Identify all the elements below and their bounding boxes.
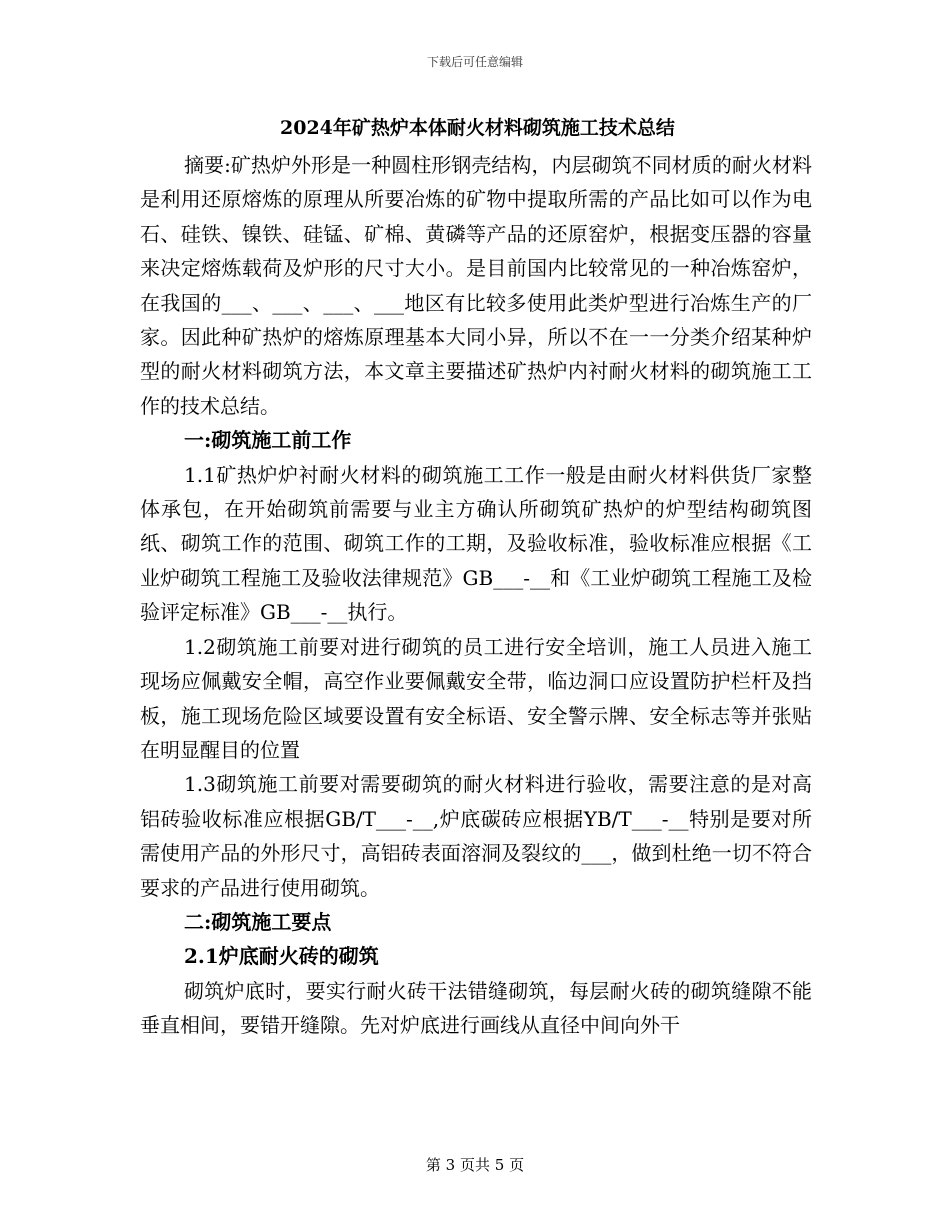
section-1-3-paragraph: 1.3砌筑施工前要对需要砌筑的耐火材料进行验收，需要注意的是对高铝砖验收标准应根据GB/T___-__,炉底碳砖应根据YB/T___-__特别是要对所需使用产品的外形尺寸，高铝砖表面溶洞及裂纹的___，做到杜绝一切不符合要求的产品进行使用砌筑。 — [140, 772, 812, 900]
section-1-2-paragraph: 1.2砌筑施工前要对进行砌筑的员工进行安全培训，施工人员进入施工现场应佩戴安全帽，高空作业要佩戴安全带，临边洞口应设置防护栏杆及挡板，施工现场危险区域要设置有安全标语、安全警示牌、安全标志等并张贴在明显醒目的位置 — [140, 634, 812, 762]
section-2-1-heading: 2.1炉底耐火砖的砌筑 — [184, 944, 379, 969]
section-1-1-paragraph: 1.1矿热炉炉衬耐火材料的砌筑施工工作一般是由耐火材料供货厂家整体承包，在开始砌筑前需要与业主方确认所砌筑矿热炉的炉型结构砌筑图纸、砌筑工作的范围、砌筑工作的工期，及验收标准，验收标准应根据《工业炉砌筑工程施工及验收法律规范》GB___-__和《工业炉砌筑工程施工及检验评定标准》GB___-__执行。 — [140, 462, 812, 625]
section-1-heading: 一:砌筑施工前工作 — [184, 428, 352, 453]
section-2-heading: 二:砌筑施工要点 — [184, 909, 332, 934]
document-body — [140, 112, 812, 1043]
page-header: 下载后可任意编辑 — [426, 55, 523, 69]
document-title: 2024年矿热炉本体耐火材料砌筑施工技术总结 — [280, 117, 675, 139]
section-2-1-paragraph: 砌筑炉底时，要实行耐火砖干法错缝砌筑，每层耐火砖的砌筑缝隙不能垂直相间，要错开缝隙。先对炉底进行画线从直径中间向外干 — [140, 978, 812, 1038]
abstract-paragraph: 摘要:矿热炉外形是一种圆柱形钢壳结构，内层砌筑不同材质的耐火材料是利用还原熔炼的原理从所要冶炼的矿物中提取所需的产品比如可以作为电石、硅铁、镍铁、硅锰、矿棉、黄磷等产品的还原窑炉，根据变压器的容量来决定熔炼载荷及炉形的尺寸大小。是目前国内比较常见的一种冶炼窑炉，在我国的___、___、___、___地区有比较多使用此类炉型进行冶炼生产的厂家。因此种矿热炉的熔炼原理基本大同小异，所以不在一一分类介绍某种炉型的耐火材料砌筑方法，本文章主要描述矿热炉内衬耐火材料的砌筑施工工作的技术总结。 — [140, 153, 812, 418]
page-footer: 第 3 页共 5 页 — [425, 1156, 525, 1174]
